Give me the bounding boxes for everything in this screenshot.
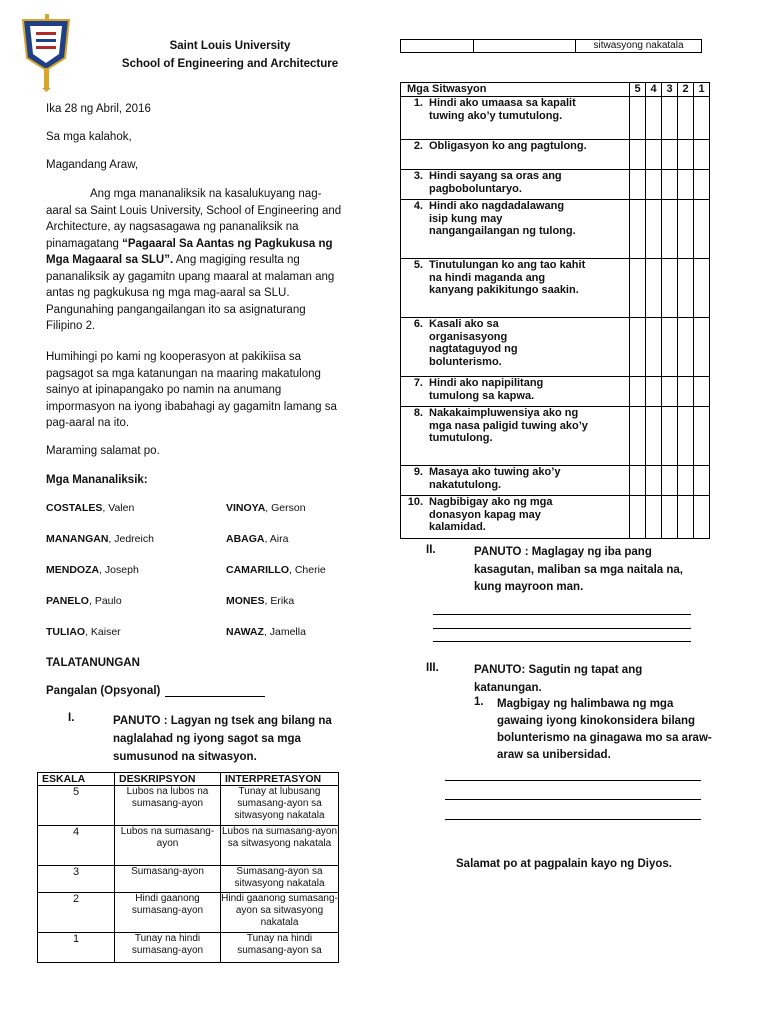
letter-date: Ika 28 ng Abril, 2016 — [46, 103, 151, 115]
table-cell: Hindi gaanong sumasang-ayon — [115, 893, 221, 933]
section-3-number: III. — [426, 662, 439, 674]
table-cell: Tunay na hindi sumasang-ayon — [115, 933, 221, 963]
researcher-name: PANELO, Paulo — [46, 595, 122, 607]
table-cell — [474, 40, 576, 53]
table-row — [401, 377, 710, 407]
table-cell: Lubos na sumasang-ayon sa sitwasyong nakatala — [221, 826, 339, 866]
answer-line[interactable] — [433, 614, 691, 615]
rating-cell[interactable] — [694, 259, 710, 318]
name-field[interactable] — [165, 696, 265, 697]
section-2-instruction: PANUTO : Maglagay ng iba pang kasagutan, maliban sa mga naitala na, kung mayroon man. — [474, 546, 683, 593]
rating-cell[interactable] — [646, 200, 662, 259]
table-row — [38, 866, 339, 893]
table-cell: Lubos na sumasang-ayon — [115, 826, 221, 866]
question-number: 1. — [474, 696, 484, 708]
table-row — [401, 318, 710, 377]
rating-cell[interactable] — [662, 200, 678, 259]
table-row — [401, 97, 710, 140]
section-1-number: I. — [68, 712, 75, 724]
table-cell — [401, 40, 474, 53]
rating-cell[interactable] — [694, 140, 710, 170]
rating-cell[interactable] — [630, 318, 646, 377]
letter-paragraph-1 — [46, 186, 344, 335]
rating-cell[interactable] — [678, 466, 694, 496]
table-cell: Tunay na hindi sumasang-ayon sa — [221, 933, 339, 963]
table-cell: 1 — [38, 933, 115, 963]
table-cell: Sumasang-ayon — [115, 866, 221, 893]
table-header-row — [401, 83, 710, 97]
situation-cell: 6. Kasali ako sa organisasyong nagtataguyod ng bolunterismo. — [401, 318, 630, 377]
table-row — [38, 933, 339, 963]
table-cell: Tunay at lubusang sumasang-ayon sa sitwasyong nakatala — [221, 786, 339, 826]
researcher-name: VINOYA, Gerson — [226, 502, 306, 514]
column-header: DESKRIPSYON — [115, 773, 221, 786]
rating-cell[interactable] — [678, 377, 694, 407]
paragraph-1-prefix: Ang mga mananaliksik na kasalukuyang nag-aaral sa Saint Louis University, School of Engineering and Architecture, ay nagsasagawa ng pananaliksik na pinamagatang — [46, 188, 342, 250]
researcher-name: MANANGAN, Jedreich — [46, 533, 154, 545]
score-header: 2 — [678, 83, 694, 97]
situation-cell: 10. Nagbibigay ako ng mga donasyon kapag may kalamidad. — [401, 496, 630, 539]
letter-greeting: Magandang Araw, — [46, 159, 139, 171]
section-3-instruction: PANUTO: Sagutin ng tapat ang katanungan. — [474, 664, 643, 694]
rating-cell[interactable] — [646, 259, 662, 318]
rating-cell[interactable] — [678, 140, 694, 170]
rating-cell[interactable] — [646, 407, 662, 466]
rating-cell[interactable] — [694, 170, 710, 200]
table-header-row — [38, 773, 339, 786]
rating-cell[interactable] — [694, 377, 710, 407]
paragraph-1-suffix: Ang magiging resulta ng pananaliksik ay gagamitn upang maaral at malaman ang antas ng pagkukusa ng mga mag-aaral sa SLU. Pangunahing pangangailangan ito sa asignaturang Filipino 2. — [46, 254, 335, 332]
rating-cell[interactable] — [694, 200, 710, 259]
rating-cell[interactable] — [694, 466, 710, 496]
table-row — [401, 170, 710, 200]
column-header: INTERPRETASYON — [221, 773, 339, 786]
table-row — [401, 407, 710, 466]
questionnaire-title: TALATANUNGAN — [46, 657, 140, 669]
score-header: 3 — [662, 83, 678, 97]
researcher-name: MONES, Erika — [226, 595, 295, 607]
rating-cell[interactable] — [678, 496, 694, 539]
score-header: 5 — [630, 83, 646, 97]
table-row — [401, 200, 710, 259]
situation-cell: 9. Masaya ako tuwing ako’y nakatutulong. — [401, 466, 630, 496]
table-row — [38, 826, 339, 866]
rating-cell[interactable] — [678, 259, 694, 318]
rating-cell[interactable] — [694, 496, 710, 539]
rating-cell[interactable] — [662, 496, 678, 539]
school-name: School of Engineering and Architecture — [121, 58, 339, 70]
rating-cell[interactable] — [662, 407, 678, 466]
situation-cell: 4. Hindi ako nagdadalawang isip kung may nangangailangan ng tulong. — [401, 200, 630, 259]
continued-table-fragment — [400, 39, 702, 53]
rating-cell[interactable] — [694, 318, 710, 377]
answer-line[interactable] — [445, 819, 701, 820]
situation-cell: 2. Obligasyon ko ang pagtulong. — [401, 140, 630, 170]
rating-cell[interactable] — [630, 377, 646, 407]
section-1-instruction: PANUTO : Lagyan ng tsek ang bilang na naglalahad ng iyong sagot sa mga sumusunod na sitwasyon. — [113, 715, 332, 763]
table-row — [401, 466, 710, 496]
question-text: Magbigay ng halimbawa ng mga gawaing iyong kinokonsidera bilang bolunterismo na ginagawa mo sa araw-araw sa unibersidad. — [497, 698, 712, 761]
rating-cell[interactable] — [630, 140, 646, 170]
rating-cell[interactable] — [630, 407, 646, 466]
rating-cell[interactable] — [662, 140, 678, 170]
column-header: ESKALA — [38, 773, 115, 786]
table-cell: 5 — [38, 786, 115, 826]
rating-cell[interactable] — [646, 377, 662, 407]
researchers-label: Mga Mananaliksik: — [46, 474, 148, 486]
letter-thanks: Maraming salamat po. — [46, 445, 160, 457]
situation-cell: 7. Hindi ako napipilitang tumulong sa kapwa. — [401, 377, 630, 407]
letter-paragraph-2 — [46, 349, 346, 432]
table-cell: 3 — [38, 866, 115, 893]
table-row — [38, 786, 339, 826]
slu-seal-icon — [18, 12, 74, 92]
rating-cell[interactable] — [662, 170, 678, 200]
table-row — [401, 496, 710, 539]
closing-message: Salamat po at pagpalain kayo ng Diyos. — [456, 858, 673, 870]
researcher-name: TULIAO, Kaiser — [46, 626, 121, 638]
scale-table — [37, 772, 339, 963]
researcher-name: COSTALES, Valen — [46, 502, 135, 514]
rating-cell[interactable] — [678, 97, 694, 140]
situations-table — [400, 82, 710, 539]
rating-cell[interactable] — [630, 496, 646, 539]
answer-line[interactable] — [445, 780, 701, 781]
rating-cell[interactable] — [662, 97, 678, 140]
situation-cell: 1. Hindi ako umaasa sa kapalit tuwing ako’y tumutulong. — [401, 97, 630, 140]
rating-cell[interactable] — [662, 377, 678, 407]
rating-cell[interactable] — [678, 407, 694, 466]
paragraph-2-text: Humihingi po kami ng kooperasyon at pakikiisa sa pagsagot sa mga katanungan na maaring makatulong sainyo at ipinapangako po namin na anumang impormasyon na iyong ibabahagi ay gagamitn lamang sa pag-aaral na ito. — [46, 351, 337, 429]
situation-cell: 5. Tinutulungan ko ang tao kahit na hindi maganda ang kanyang pakikitungo saakin. — [401, 259, 630, 318]
rating-cell[interactable] — [662, 259, 678, 318]
rating-cell[interactable] — [646, 318, 662, 377]
rating-cell[interactable] — [630, 170, 646, 200]
table-cell: Hindi gaanong sumasang-ayon sa sitwasyong nakatala — [221, 893, 339, 933]
rating-cell[interactable] — [662, 466, 678, 496]
researcher-name: MENDOZA, Joseph — [46, 564, 139, 576]
section-2-number: II. — [426, 544, 436, 556]
university-name: Saint Louis University — [169, 40, 291, 52]
situation-cell: 3. Hindi sayang sa oras ang pagboboluntaryo. — [401, 170, 630, 200]
researcher-name: ABAGA, Aira — [226, 533, 289, 545]
rating-cell[interactable] — [662, 318, 678, 377]
rating-cell[interactable] — [646, 97, 662, 140]
answer-line[interactable] — [433, 628, 691, 629]
answer-line[interactable] — [445, 799, 701, 800]
name-label: Pangalan (Opsyonal) — [46, 685, 161, 697]
table-row — [401, 140, 710, 170]
rating-cell[interactable] — [630, 466, 646, 496]
table-cell: 4 — [38, 826, 115, 866]
table-cell: 2 — [38, 893, 115, 933]
researcher-name: CAMARILLO, Cherie — [226, 564, 326, 576]
rating-cell[interactable] — [646, 170, 662, 200]
table-row — [401, 259, 710, 318]
rating-cell[interactable] — [646, 140, 662, 170]
researcher-name: NAWAZ, Jamella — [226, 626, 306, 638]
rating-cell[interactable] — [678, 318, 694, 377]
column-header: Mga Sitwasyon — [401, 83, 630, 97]
situation-cell: 8. Nakakaimpluwensiya ako ng mga nasa paligid tuwing ako’y tumutulong. — [401, 407, 630, 466]
research-title: “Pagaaral Sa Aantas ng Pagkukusa ng Mga Magaaral sa SLU”. — [46, 237, 333, 266]
rating-cell[interactable] — [678, 200, 694, 259]
rating-cell[interactable] — [678, 170, 694, 200]
table-cell: sitwasyong nakatala — [576, 40, 702, 53]
rating-cell[interactable] — [630, 200, 646, 259]
table-row — [38, 893, 339, 933]
table-cell: Lubos na lubos na sumasang-ayon — [115, 786, 221, 826]
score-header: 4 — [646, 83, 662, 97]
rating-cell[interactable] — [646, 496, 662, 539]
rating-cell[interactable] — [630, 97, 646, 140]
rating-cell[interactable] — [630, 259, 646, 318]
rating-cell[interactable] — [694, 407, 710, 466]
rating-cell[interactable] — [694, 97, 710, 140]
rating-cell[interactable] — [646, 466, 662, 496]
answer-line[interactable] — [433, 641, 691, 642]
score-header: 1 — [694, 83, 710, 97]
table-cell: Sumasang-ayon sa sitwasyong nakatala — [221, 866, 339, 893]
letter-salutation: Sa mga kalahok, — [46, 131, 132, 143]
